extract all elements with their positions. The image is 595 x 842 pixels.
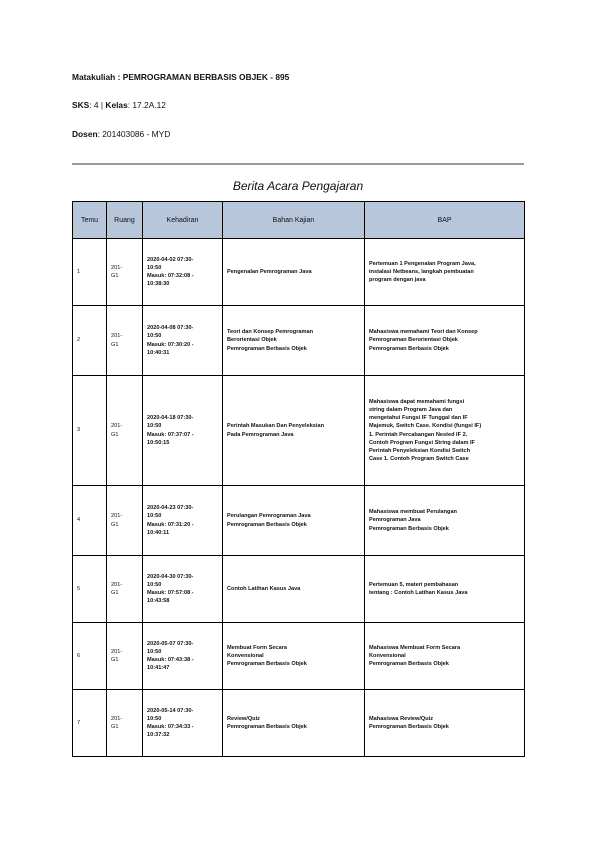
cell-bahan-kajian-line: Perintah Masukan Dan Penyeleksian: [227, 423, 324, 430]
table-row: [73, 239, 525, 306]
cell-bap-line: Perintah Penyeleksian Kondisi Switch: [369, 447, 471, 454]
cell-ruang-line: 201-: [111, 715, 123, 722]
cell-bap-line: string dalam Program Java dan: [369, 406, 453, 413]
cell-bap-line: Mahasiswa membuat Perulangan: [369, 509, 457, 516]
cell-kehadiran-line: 10:50: [147, 715, 162, 722]
cell-kehadiran-line: 10:50:15: [147, 439, 170, 446]
cell-ruang: [107, 623, 143, 690]
page-title: Berita Acara Pengajaran: [232, 179, 364, 193]
cell-ruang-line: G1: [111, 431, 119, 438]
cell-ruang-line: G1: [111, 724, 119, 730]
cell-ruang-line: G1: [111, 341, 119, 348]
cell-kehadiran-line: 2020-04-30 07:30-: [147, 573, 194, 580]
cell-temu: 2: [73, 306, 107, 376]
lecturer-value: : 201403086 - MYD: [97, 129, 171, 139]
cell-bap: [365, 623, 525, 690]
cell-bahan-kajian: [223, 556, 365, 623]
teaching-record-table: [72, 201, 525, 757]
cell-bahan-kajian-line: Pemrograman Berbasis Objek: [227, 521, 307, 528]
cell-bahan-kajian-line: Teori dan Konsep Pemrograman: [227, 329, 313, 336]
cell-ruang-line: G1: [111, 657, 119, 663]
cell-bap-line: Pemrograman Java: [369, 517, 421, 524]
cell-kehadiran-line: 10:50: [147, 648, 162, 655]
cell-ruang-line: G1: [111, 521, 119, 528]
table-row: [73, 486, 525, 556]
col-header-temu: Temu: [73, 202, 107, 239]
cell-kehadiran-line: Masuk: 07:31:20 -: [147, 521, 194, 528]
table-header-row: [73, 202, 525, 239]
cell-bap-line: program dengan java: [369, 277, 426, 284]
cell-bap-line: Pemrograman Berbasis Objek: [369, 525, 449, 532]
cell-ruang-line: 201-: [111, 581, 123, 588]
cell-bahan-kajian-line: Konvensional: [227, 652, 264, 659]
cell-bap-line: Contoh Program Fungsi String dalam IF: [369, 439, 475, 446]
cell-bahan-kajian: [223, 376, 365, 486]
course-line: [72, 72, 289, 82]
cell-kehadiran-line: Masuk: 07:32:08 -: [147, 273, 194, 279]
cell-kehadiran-line: 10:50: [147, 581, 162, 588]
cell-bap-line: Konvensional: [369, 652, 406, 659]
cell-temu: 1: [73, 239, 107, 306]
cell-kehadiran-line: 10:50: [147, 423, 162, 430]
cell-bap-line: Mahasiswa memahami Teori dan Konsep: [369, 329, 478, 336]
cell-temu: 7: [73, 690, 107, 757]
cell-bap: [365, 306, 525, 376]
cell-temu: 3: [73, 376, 107, 486]
cell-kehadiran-line: 10:41:47: [147, 665, 170, 672]
col-header-ruang: Ruang: [107, 202, 143, 239]
cell-temu: 6: [73, 623, 107, 690]
cell-kehadiran-line: 2020-04-08 07:30-: [147, 325, 194, 332]
col-header-kehadiran: Kehadiran: [143, 202, 223, 239]
cell-bap: [365, 556, 525, 623]
cell-ruang: [107, 556, 143, 623]
cell-bahan-kajian-line: Pada Pemrograman Java: [227, 431, 294, 438]
cell-bap-line: Mahasiswa Membuat Form Secara: [369, 644, 461, 651]
cell-bahan-kajian-line: Review/Quiz: [227, 715, 260, 722]
cell-bap-line: mengetahui Fungsi IF Tunggal dan IF: [369, 415, 468, 422]
cell-bahan-kajian: [223, 486, 365, 556]
sks-label: SKS: [72, 100, 90, 110]
cell-kehadiran: [143, 556, 223, 623]
cell-kehadiran-line: 10:38:30: [147, 281, 170, 288]
cell-bahan-kajian-line: Membuat Form Secara: [227, 644, 287, 651]
cell-bahan-kajian: [223, 239, 365, 306]
cell-kehadiran-line: 2020-04-18 07:30-: [147, 415, 194, 422]
cell-bap-line: Majemuk, Switch Case. Kondisi (fungsi IF): [369, 423, 482, 430]
cell-kehadiran: [143, 239, 223, 306]
table-row: [73, 306, 525, 376]
cell-kehadiran: [143, 306, 223, 376]
cell-kehadiran-line: Masuk: 07:57:08 -: [147, 590, 194, 596]
cell-ruang: [107, 306, 143, 376]
cell-ruang: [107, 239, 143, 306]
class-label: Kelas: [105, 100, 128, 110]
cell-bap-line: Pemrograman Berorientasi Objek: [369, 337, 458, 344]
cell-kehadiran-line: 10:40:11: [147, 529, 170, 536]
cell-ruang-line: 201-: [111, 513, 123, 520]
cell-bap: [365, 376, 525, 486]
cell-kehadiran-line: 10:43:58: [147, 598, 170, 605]
cell-kehadiran-line: 10:37:32: [147, 732, 170, 739]
cell-ruang: [107, 376, 143, 486]
cell-bahan-kajian: [223, 690, 365, 757]
cell-ruang: [107, 486, 143, 556]
col-header-bap: BAP: [365, 202, 525, 239]
cell-kehadiran-line: 2020-04-23 07:30-: [147, 505, 194, 512]
cell-ruang-line: 201-: [111, 648, 123, 655]
cell-ruang-line: 201-: [111, 423, 123, 430]
cell-bahan-kajian-line: Pemrograman Berbasis Objek: [227, 345, 307, 352]
cell-bap-line: Mahasiswa Review/Quiz: [369, 715, 434, 722]
cell-bap-line: Pertemuan 5, materi pembahasan: [369, 581, 459, 588]
cell-bap-line: 1. Perintah Percabangan Nested IF 2.: [369, 431, 468, 438]
cell-bap-line: instalasi Netbeans, langkah pembuatan: [369, 268, 474, 275]
cell-kehadiran-line: 2020-05-07 07:30-: [147, 640, 194, 647]
sks-value: : 4 |: [89, 100, 106, 110]
cell-bahan-kajian-line: Pemrograman Berbasis Objek: [227, 661, 307, 668]
cell-temu: 4: [73, 486, 107, 556]
cell-bahan-kajian-line: Berorientasi Objek: [227, 337, 277, 344]
cell-temu: 5: [73, 556, 107, 623]
cell-kehadiran-line: 2020-04-02 07:30-: [147, 256, 194, 263]
cell-ruang-line: 201-: [111, 333, 123, 340]
header-divider: [72, 163, 524, 165]
cell-kehadiran: [143, 486, 223, 556]
cell-bap-line: Pertemuan 1 Pengenalan Program Java,: [369, 260, 476, 267]
course-name: PEMROGRAMAN BERBASIS OBJEK - 895: [122, 72, 290, 82]
cell-kehadiran-line: Masuk: 07:34:33 -: [147, 724, 194, 730]
table-row: [73, 690, 525, 757]
cell-bap: [365, 486, 525, 556]
cell-bahan-kajian-line: Pengenalan Pemrograman Java: [227, 268, 312, 275]
cell-bap: [365, 239, 525, 306]
cell-kehadiran-line: 10:50: [147, 333, 162, 340]
cell-kehadiran-line: Masuk: 07:30:20 -: [147, 341, 194, 348]
cell-bap-line: Pemrograman Berbasis Objek: [369, 345, 449, 352]
course-label: Matakuliah :: [72, 72, 123, 82]
cell-kehadiran: [143, 376, 223, 486]
class-value: : 17.2A.12: [127, 100, 166, 110]
cell-kehadiran-line: Masuk: 07:43:38 -: [147, 657, 194, 663]
table-row: [73, 623, 525, 690]
table-row: [73, 376, 525, 486]
cell-ruang: [107, 690, 143, 757]
col-header-bahan-kajian: Bahan Kajian: [223, 202, 365, 239]
cell-bahan-kajian-line: Pemrograman Berbasis Objek: [227, 724, 307, 730]
cell-ruang-line: 201-: [111, 264, 123, 271]
cell-bahan-kajian: [223, 306, 365, 376]
table-row: [73, 556, 525, 623]
cell-bap-line: Pemrograman Berbasis Objek: [369, 661, 449, 668]
cell-bahan-kajian-line: Contoh Latihan Kasus Java: [227, 585, 301, 592]
cell-kehadiran-line: 10:50: [147, 513, 162, 520]
cell-bap: [365, 690, 525, 757]
cell-kehadiran-line: 10:50: [147, 264, 162, 271]
sks-class-line: [72, 100, 166, 110]
cell-kehadiran-line: Masuk: 07:37:07 -: [147, 431, 194, 438]
cell-bap-line: Mahasiswa dapat memahami fungsi: [369, 398, 465, 405]
cell-ruang-line: G1: [111, 590, 119, 596]
cell-kehadiran-line: 2020-05-14 07:30-: [147, 707, 194, 714]
cell-bahan-kajian: [223, 623, 365, 690]
cell-bap-line: Pemrograman Berbasis Objek: [369, 724, 449, 730]
cell-bap-line: tentang : Contoh Latihan Kasus Java: [369, 590, 468, 596]
cell-bahan-kajian-line: Perulangan Pemrograman Java: [227, 513, 311, 520]
cell-ruang-line: G1: [111, 273, 119, 279]
cell-kehadiran: [143, 623, 223, 690]
lecturer-label: Dosen: [72, 129, 98, 139]
cell-kehadiran: [143, 690, 223, 757]
cell-bap-line: Case 1. Contoh Program Switch Case: [369, 456, 469, 463]
cell-kehadiran-line: 10:40:31: [147, 349, 170, 356]
lecturer-line: [72, 129, 170, 139]
